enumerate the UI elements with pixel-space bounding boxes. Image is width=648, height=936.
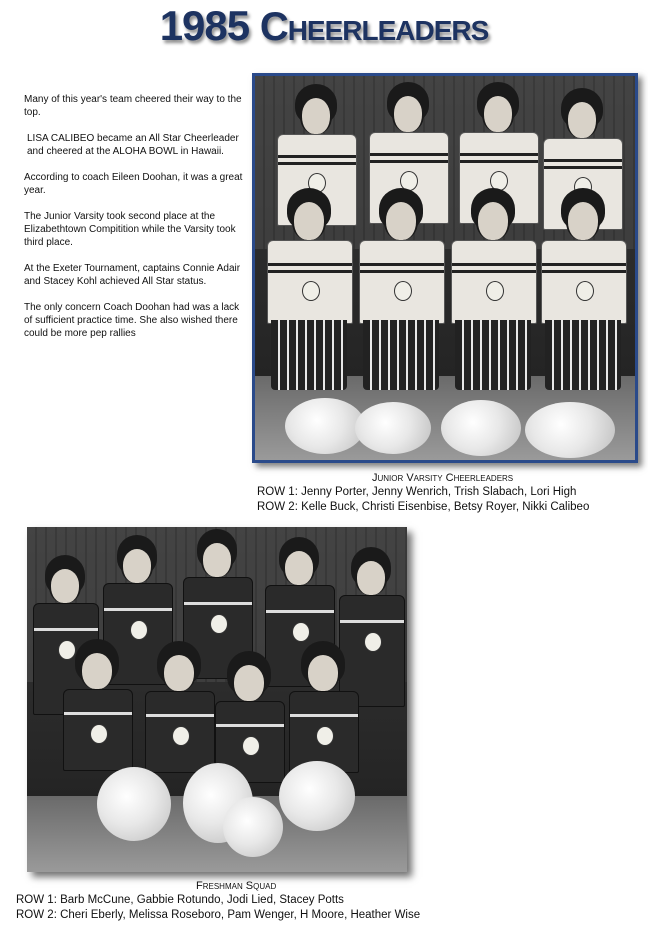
cheerleader-figure [443,188,539,418]
pompom [285,398,365,454]
story-paragraph: Many of this year's team cheered their way to the top. [24,94,242,118]
freshman-team-photo [27,527,407,872]
cheerleader-figure [351,188,447,418]
pompom [525,402,615,458]
freshman-caption-row-2: ROW 2: Cheri Eberly, Melissa Roseboro, Pam Wenger, H Moore, Heather Wise [16,909,421,921]
story-paragraph: The only concern Coach Doohan had was a lack of sufficient practice time. She also wished there could be more pep rallies [24,302,240,339]
jv-caption-row-2: ROW 2: Kelle Buck, Christi Eisenbise, Betsy Royer, Nikki Calibeo [257,501,590,513]
freshman-caption-heading: Freshman Squad [196,880,277,892]
pompom [355,402,431,454]
story-paragraph: According to coach Eileen Doohan, it was a great year. [24,172,243,196]
story-paragraph: LISA CALIBEO became an All Star Cheerleader and cheered at the ALOHA BOWL in Hawaii. [27,133,239,157]
pompom [223,797,283,857]
jv-team-photo [252,73,638,463]
jv-caption-row-1: ROW 1: Jenny Porter, Jenny Wenrich, Trish Slabach, Lori High [257,486,577,498]
cheerleader-figure [259,188,355,418]
title-year: 1985 [159,2,250,49]
pompom [279,761,355,831]
story-paragraph: At the Exeter Tournament, captains Connie Adair and Stacey Kohl achieved All Star status. [24,263,241,287]
story-text [24,93,244,353]
cheerleader-figure [533,188,629,418]
pompom [441,400,521,456]
freshman-caption-row-1: ROW 1: Barb McCune, Gabbie Rotundo, Jodi Lied, Stacey Potts [16,894,344,906]
page-title [0,2,648,50]
story-paragraph: The Junior Varsity took second place at the Elizabethtown Compitition while the Varsity took third place. [24,211,236,248]
jv-caption-heading: Junior Varsity Cheerleaders [372,472,514,484]
pompom [97,767,171,841]
title-text: Cheerleaders [259,5,489,49]
